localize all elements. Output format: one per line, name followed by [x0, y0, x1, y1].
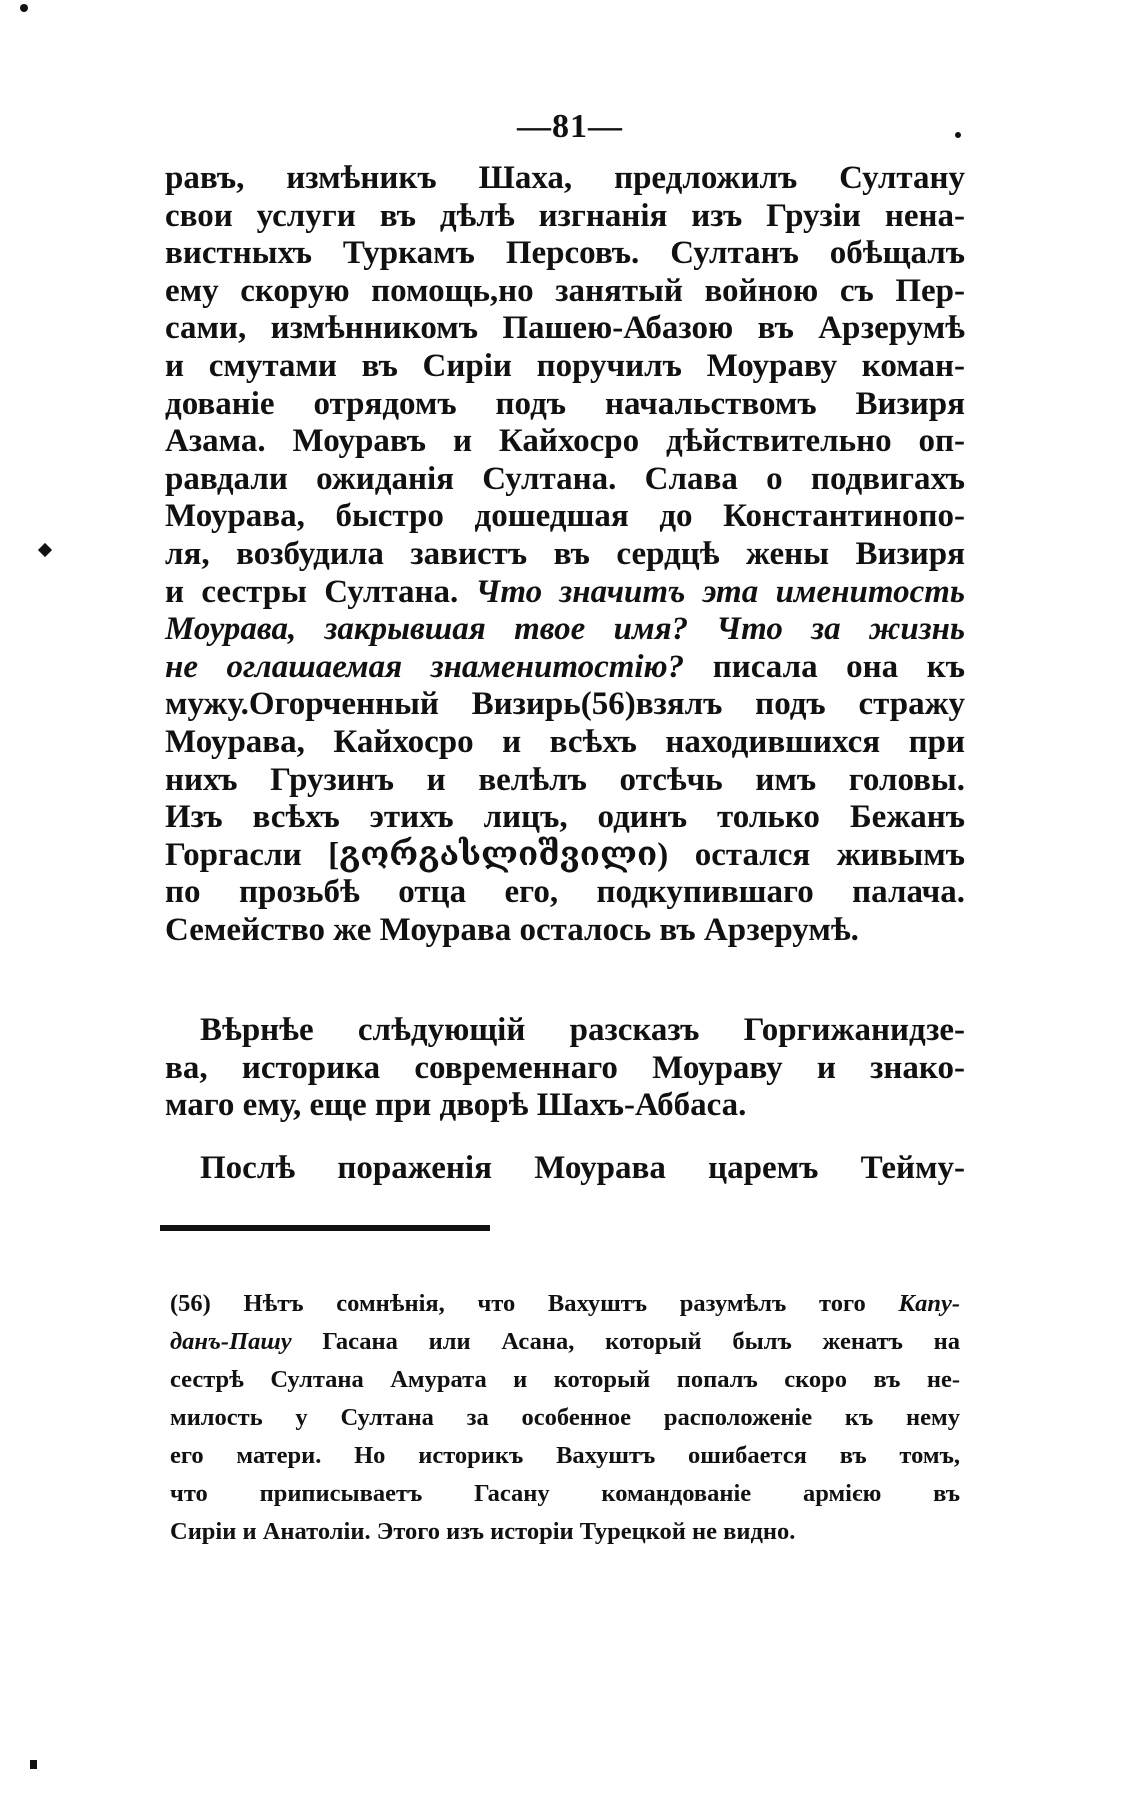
italic-quote-line: Моурава, закрывшая твое имя? Что за жизнь	[165, 611, 965, 648]
plain-text: (56) Нѣтъ сомнѣнія, что Вахуштъ разумѣлъ того	[170, 1290, 899, 1317]
text-line: равъ, измѣникъ Шаха, предложилъ Султану	[165, 160, 965, 196]
main-paragraph	[165, 160, 965, 949]
plain-text: и сестры Султана.	[165, 573, 476, 610]
footnote-divider	[160, 1225, 490, 1231]
text-line: ва, историка современнаго Моураву и знако-	[165, 1049, 965, 1086]
text-line: ему скорую помощь,но занятый войною съ Пер-	[165, 272, 965, 309]
text-line: и смутами въ Сиріи поручилъ Моураву коман-	[165, 347, 965, 384]
italic-text: данъ-Пашу	[170, 1328, 292, 1355]
text-line: ля, возбудила завистъ въ сердцѣ жены Визиря	[165, 535, 965, 572]
second-paragraph	[165, 1012, 965, 1125]
text-line: Семейство же Моурава осталось въ Арзерумѣ.	[165, 911, 859, 948]
print-speck	[38, 543, 52, 557]
text-line: вистныхъ Туркамъ Персовъ. Султанъ обѣщалъ	[165, 235, 965, 272]
footnote-line: Сиріи и Анатоліи. Этого изъ исторіи Турецкой не видно.	[170, 1518, 796, 1545]
text-line: свои услуги въ дѣлѣ изгнанія изъ Грузіи нена-	[165, 197, 965, 234]
plain-text: писала она къ	[684, 648, 965, 685]
footnote-line	[170, 1285, 960, 1323]
italic-quote: Что значитъ эта именитость	[475, 573, 965, 610]
text-line: Вѣрнѣе слѣдующій разсказъ Горгижанидзе-	[200, 1012, 965, 1048]
text-line: Моурава, Кайхосро и всѣхъ находившихся при	[165, 723, 965, 760]
text-line: по прозьбѣ отца его, подкупившаго палача.	[165, 874, 965, 911]
text-line: Моурава, быстро дошедшая до Константинопо-	[165, 498, 965, 535]
print-speck	[955, 132, 961, 138]
text-line	[165, 649, 965, 687]
page-number: —81—	[517, 108, 623, 145]
text-line: Горгасли [გორგასლიშვილი) остался живымъ	[165, 836, 965, 873]
text-line: мужу.Огорченный Визирь(56)взялъ подъ стражу	[165, 686, 965, 723]
text-line: дованіе отрядомъ подъ начальствомъ Визиря	[165, 385, 965, 422]
text-line: нихъ Грузинъ и велѣлъ отсѣчь имъ головы.	[165, 761, 965, 798]
text-line	[165, 574, 965, 612]
third-paragraph	[165, 1150, 965, 1188]
text-line: маго ему, еще при дворѣ Шахъ-Аббаса.	[165, 1087, 747, 1124]
text-line: Послѣ пораженія Моурава царемъ Тейму-	[200, 1150, 965, 1186]
text-line: Изъ всѣхъ этихъ лицъ, одинъ только Бежанъ	[165, 799, 965, 836]
text-line: Азама. Моуравъ и Кайхосро дѣйствительно оп-	[165, 423, 965, 460]
text-line: сами, измѣнникомъ Пашею-Абазою въ Арзерумѣ	[165, 310, 965, 347]
plain-text: Гасана или Асана, который былъ женатъ на	[291, 1328, 960, 1355]
footnote	[170, 1285, 960, 1551]
text-line: равдали ожиданія Султана. Слава о подвигахъ	[165, 460, 965, 497]
italic-quote: не оглашаемая знаменитостію?	[165, 648, 685, 685]
footnote-line: сестрѣ Султана Амурата и который попалъ скоро въ не-	[170, 1366, 960, 1393]
footnote-line: что приписываетъ Гасану командованіе армією въ	[170, 1480, 960, 1507]
print-speck	[30, 1760, 37, 1769]
footnote-line: милость у Султана за особенное расположеніе къ нему	[170, 1404, 960, 1431]
footnote-line	[170, 1323, 960, 1361]
italic-text: Капу-	[898, 1290, 960, 1317]
print-speck	[20, 4, 28, 12]
footnote-line: его матери. Но историкъ Вахуштъ ошибается въ томъ,	[170, 1442, 960, 1469]
